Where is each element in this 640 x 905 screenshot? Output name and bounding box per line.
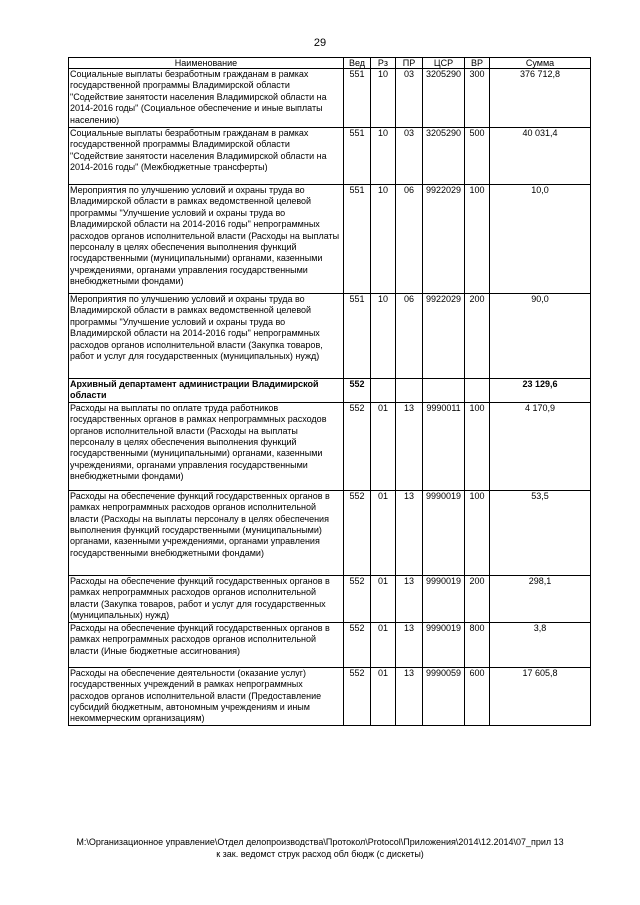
cell-pr: 13 bbox=[396, 667, 423, 725]
cell-vr: 100 bbox=[465, 490, 490, 575]
cell-vr: 100 bbox=[465, 402, 490, 490]
cell-csr: 9990059 bbox=[423, 667, 465, 725]
header-ved: Вед bbox=[344, 58, 371, 69]
cell-rz: 01 bbox=[371, 575, 396, 622]
table-row bbox=[69, 575, 591, 622]
cell-pr: 13 bbox=[396, 402, 423, 490]
cell-rz: 10 bbox=[371, 294, 396, 379]
cell-sum: 17 605,8 bbox=[490, 667, 591, 725]
cell-csr: 9990011 bbox=[423, 402, 465, 490]
cell-sum: 90,0 bbox=[490, 294, 591, 379]
cell-pr: 13 bbox=[396, 622, 423, 667]
cell-csr: 9922029 bbox=[423, 294, 465, 379]
cell-name: Расходы на обеспечение функций государственных органов в рамках непрограммных расходов органов исполнительной власти (Иные бюджетные ассигнования) bbox=[69, 622, 344, 667]
cell-name: Архивный департамент администрации Владимирской области bbox=[69, 379, 344, 403]
cell-name: Социальные выплаты безработным гражданам в рамках государственной программы Владимирской области "Содействие занятости населения Владимирской области на 2014-2016 годы" (Социальное обеспечение и иные выплаты населению) bbox=[69, 69, 344, 128]
cell-ved: 552 bbox=[344, 575, 371, 622]
table-row bbox=[69, 294, 591, 379]
cell-sum: 3,8 bbox=[490, 622, 591, 667]
cell-sum: 4 170,9 bbox=[490, 402, 591, 490]
cell-name: Расходы на обеспечение функций государственных органов в рамках непрограммных расходов органов исполнительной власти (Расходы на выплаты персоналу в целях обеспечения выполнения функций государственными (муниципальными) органами, казенными учреждениями, органами управления государственными внебюджетными фондами) bbox=[69, 490, 344, 575]
header-sum: Сумма bbox=[490, 58, 591, 69]
cell-rz: 01 bbox=[371, 402, 396, 490]
table-header-row bbox=[69, 58, 591, 69]
cell-sum: 298,1 bbox=[490, 575, 591, 622]
cell-rz: 01 bbox=[371, 490, 396, 575]
header-csr: ЦСР bbox=[423, 58, 465, 69]
cell-rz: 10 bbox=[371, 69, 396, 128]
cell-ved: 551 bbox=[344, 128, 371, 185]
footer-line-2: к зак. ведомст струк расход обл бюдж (с дискеты) bbox=[216, 849, 424, 859]
cell-vr: 300 bbox=[465, 69, 490, 128]
budget-table bbox=[68, 57, 591, 726]
table-row bbox=[69, 185, 591, 294]
cell-vr: 500 bbox=[465, 128, 490, 185]
cell-csr: 9990019 bbox=[423, 622, 465, 667]
cell-vr: 200 bbox=[465, 294, 490, 379]
cell-name: Расходы на обеспечение функций государственных органов в рамках непрограммных расходов органов исполнительной власти (Закупка товаров, работ и услуг для государственных (муниципальных) нужд) bbox=[69, 575, 344, 622]
page-number: 29 bbox=[313, 37, 327, 49]
cell-csr: 9990019 bbox=[423, 490, 465, 575]
cell-name: Мероприятия по улучшению условий и охраны труда во Владимирской области в рамках ведомственной целевой программы "Улучшение условий и охраны труда во Владимирской области на 2014-2016 годы" непрограммных расходов органов исполнительной власти (Расходы на выплаты персоналу в целях обеспечения выполнения функций государственными (муниципальными) органами, казенными учреждениями, органами управления государственными внебюджетными фондами) bbox=[69, 185, 344, 294]
header-pr: ПР bbox=[396, 58, 423, 69]
cell-pr: 13 bbox=[396, 490, 423, 575]
cell-vr: 600 bbox=[465, 667, 490, 725]
cell-sum: 376 712,8 bbox=[490, 69, 591, 128]
cell-rz: 10 bbox=[371, 185, 396, 294]
cell-csr: 3205290 bbox=[423, 128, 465, 185]
cell-pr: 06 bbox=[396, 294, 423, 379]
cell-sum: 10,0 bbox=[490, 185, 591, 294]
cell-ved: 552 bbox=[344, 402, 371, 490]
cell-pr: 13 bbox=[396, 575, 423, 622]
cell-ved: 552 bbox=[344, 622, 371, 667]
cell-pr bbox=[396, 379, 423, 403]
cell-name: Мероприятия по улучшению условий и охраны труда во Владимирской области в рамках ведомственной целевой программы "Улучшение условий и охраны труда во Владимирской области на 2014-2016 годы" непрограммных расходов органов исполнительной власти (Закупка товаров, работ и услуг для государственных (муниципальных) нужд) bbox=[69, 294, 344, 379]
cell-csr: 9922029 bbox=[423, 185, 465, 294]
cell-vr bbox=[465, 379, 490, 403]
footer-line-1: M:\Организационное управление\Отдел делопроизводства\Протокол\Protocol\Приложения\2014\12.2014\07_прил 13 bbox=[76, 837, 564, 847]
cell-ved: 551 bbox=[344, 185, 371, 294]
header-name: Наименование bbox=[69, 58, 344, 69]
cell-pr: 06 bbox=[396, 185, 423, 294]
table-row bbox=[69, 69, 591, 128]
cell-name: Расходы на обеспечение деятельности (оказание услуг) государственных учреждений в рамках непрограммных расходов органов исполнительной власти (Предоставление субсидий бюджетным, автономным учреждениям и иным некоммерческим организациям) bbox=[69, 667, 344, 725]
cell-ved: 552 bbox=[344, 667, 371, 725]
cell-csr: 9990019 bbox=[423, 575, 465, 622]
cell-ved: 551 bbox=[344, 294, 371, 379]
cell-rz: 01 bbox=[371, 622, 396, 667]
cell-name: Расходы на выплаты по оплате труда работников государственных органов в рамках непрограммных расходов органов исполнительной власти (Расходы на выплаты персоналу в целях обеспечения выполнения функций государственными (муниципальными) органами, казенными учреждениями, органами управления государственными внебюджетными фондами) bbox=[69, 402, 344, 490]
cell-vr: 100 bbox=[465, 185, 490, 294]
cell-name: Социальные выплаты безработным гражданам в рамках государственной программы Владимирской области "Содействие занятости населения Владимирской области на 2014-2016 годы" (Межбюджетные трансферты) bbox=[69, 128, 344, 185]
cell-csr: 3205290 bbox=[423, 69, 465, 128]
table-row bbox=[69, 667, 591, 725]
table-row bbox=[69, 622, 591, 667]
cell-ved: 552 bbox=[344, 490, 371, 575]
table-row bbox=[69, 128, 591, 185]
cell-ved: 552 bbox=[344, 379, 371, 403]
file-path-footer bbox=[0, 836, 640, 860]
table-row bbox=[69, 402, 591, 490]
cell-sum: 53,5 bbox=[490, 490, 591, 575]
cell-sum: 23 129,6 bbox=[490, 379, 591, 403]
cell-ved: 551 bbox=[344, 69, 371, 128]
header-rz: Рз bbox=[371, 58, 396, 69]
cell-vr: 200 bbox=[465, 575, 490, 622]
cell-rz: 10 bbox=[371, 128, 396, 185]
table-row bbox=[69, 379, 591, 403]
cell-pr: 03 bbox=[396, 128, 423, 185]
header-vr: ВР bbox=[465, 58, 490, 69]
table-row bbox=[69, 490, 591, 575]
cell-pr: 03 bbox=[396, 69, 423, 128]
cell-sum: 40 031,4 bbox=[490, 128, 591, 185]
cell-csr bbox=[423, 379, 465, 403]
cell-vr: 800 bbox=[465, 622, 490, 667]
cell-rz: 01 bbox=[371, 667, 396, 725]
cell-rz bbox=[371, 379, 396, 403]
